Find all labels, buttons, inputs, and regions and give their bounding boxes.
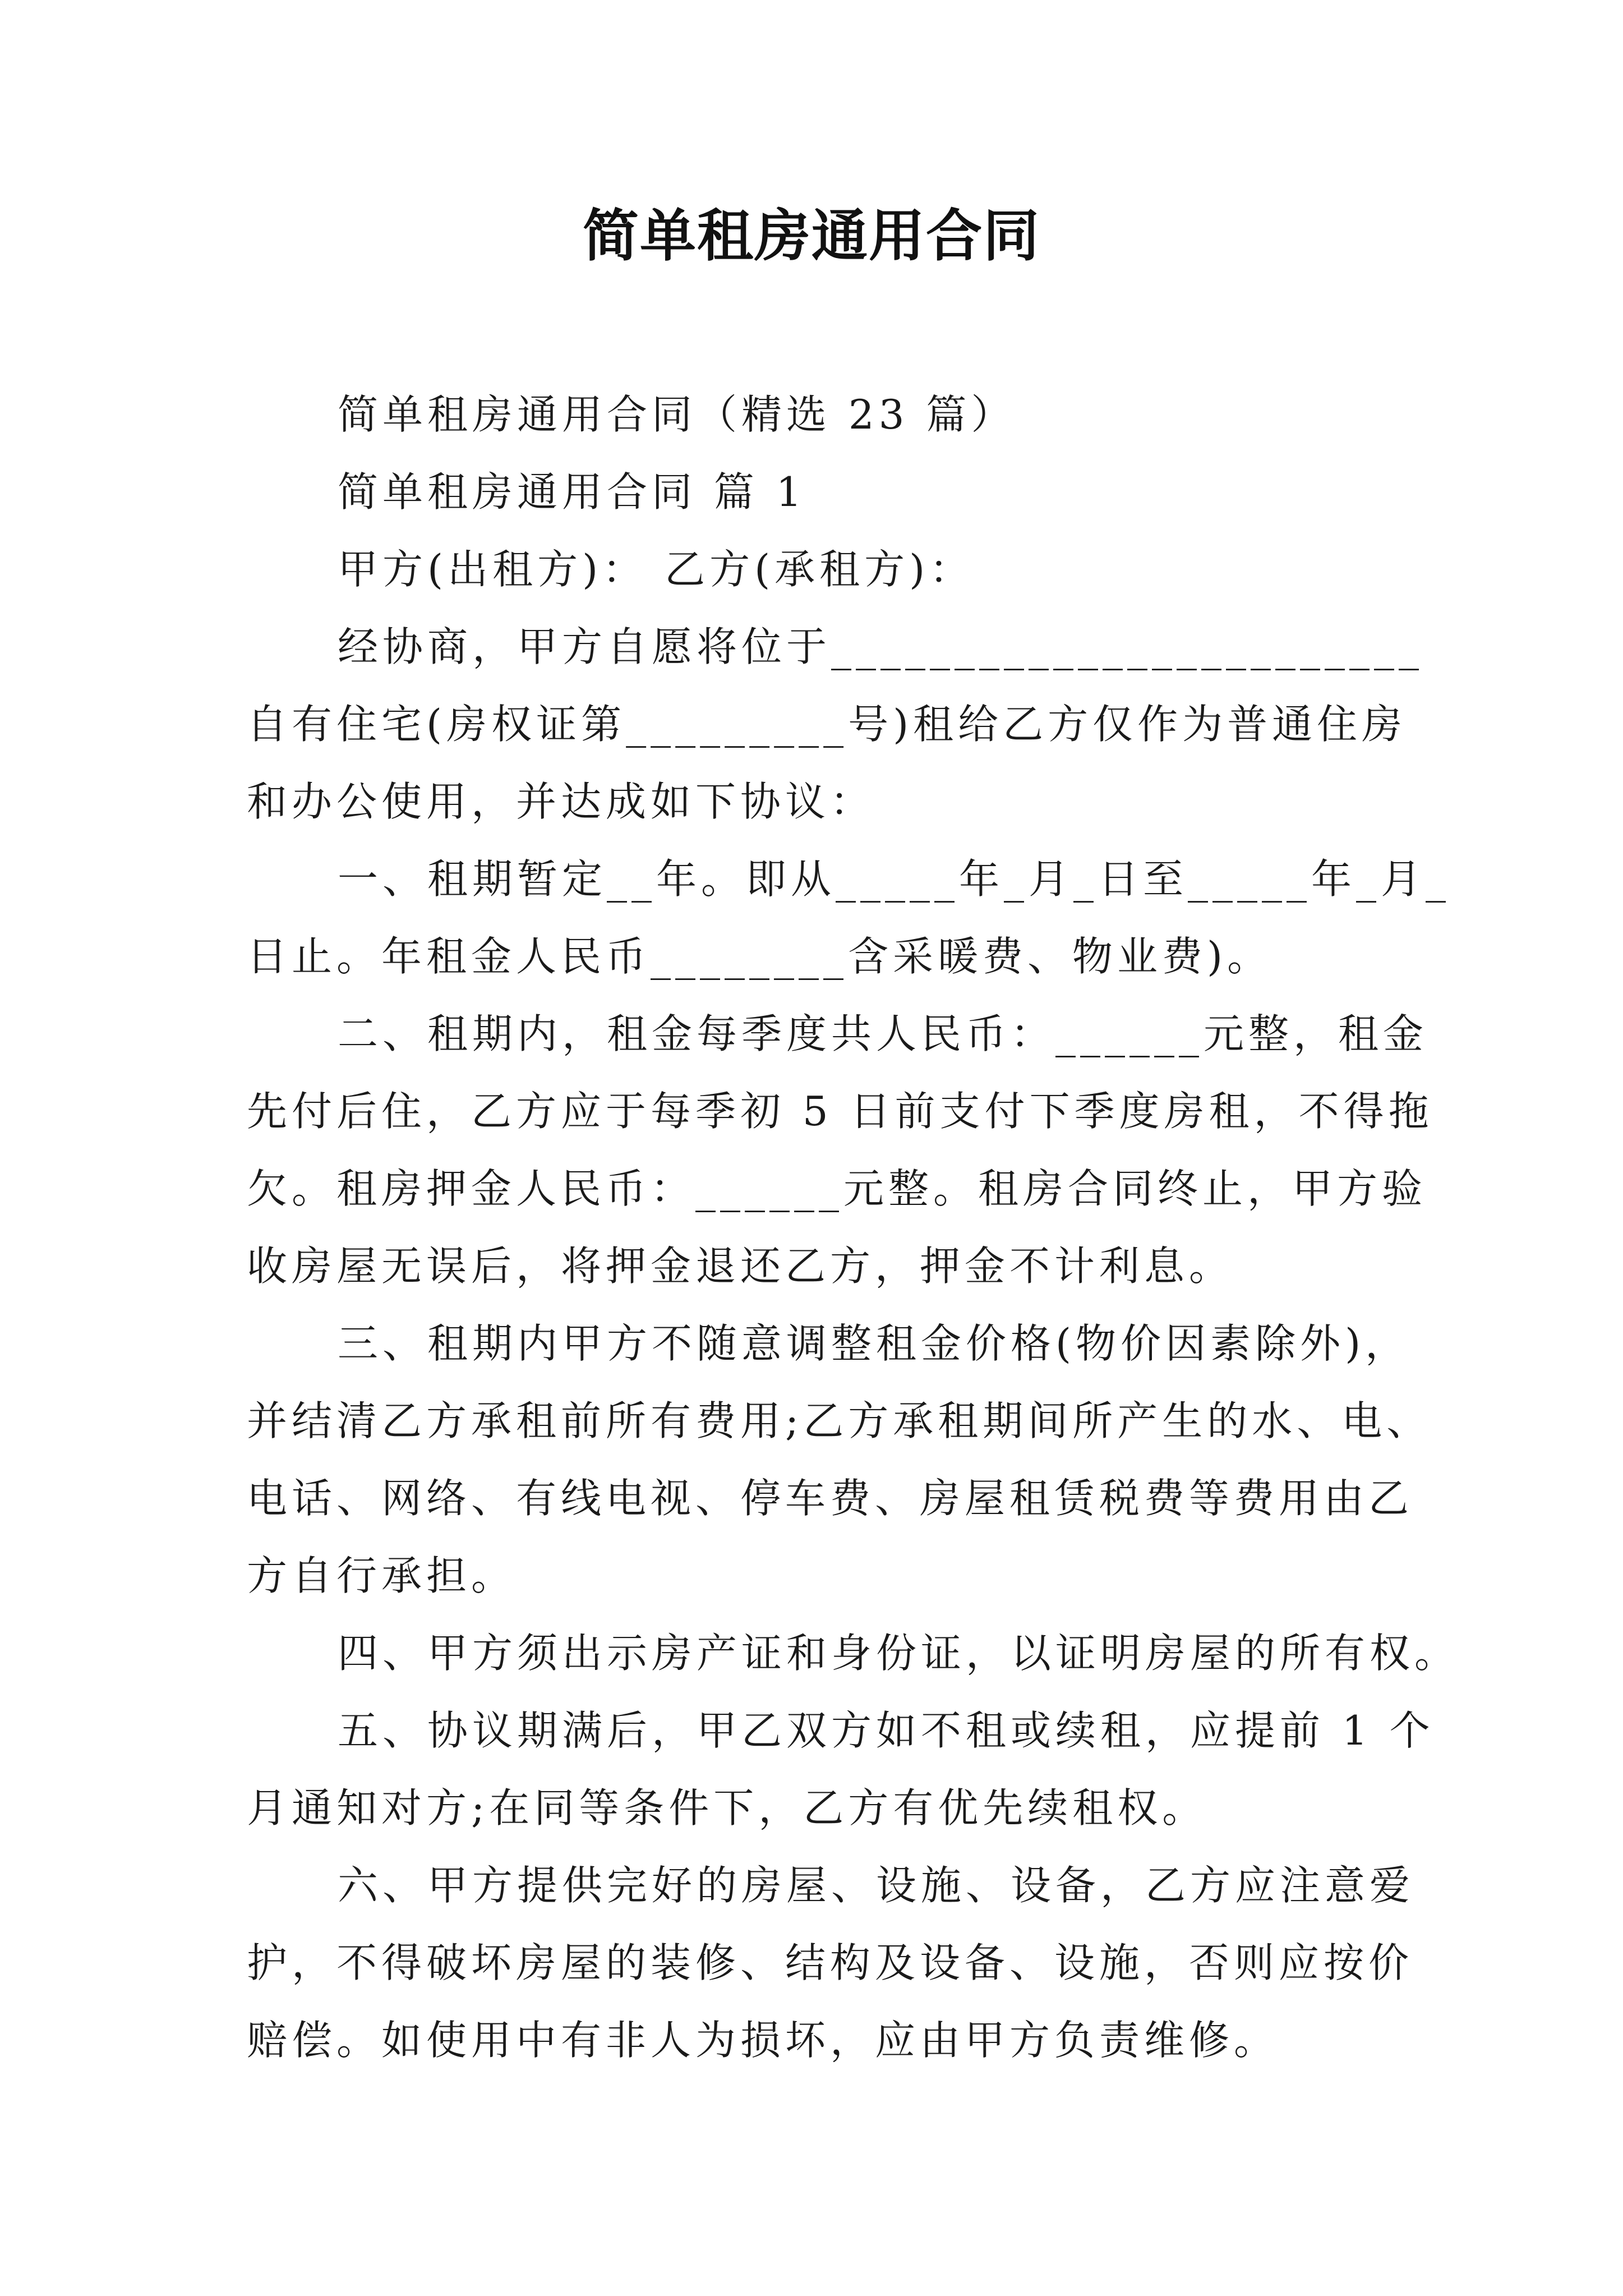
document-line: 先付后住，乙方应于每季初 5 日前支付下季度房租，不得拖 bbox=[247, 1088, 1433, 1135]
document-line: 月通知对方;在同等条件下，乙方有优先续租权。 bbox=[247, 1784, 1207, 1832]
document-line: 五、协议期满后，甲乙双方如不租或续租，应提前 1 个 bbox=[338, 1707, 1435, 1754]
document-line: 三、租期内甲方不随意调整租金价格(物价因素除外)， bbox=[338, 1320, 1410, 1367]
document-line: 自有住宅(房权证第_________号)租给乙方仅作为普通住房 bbox=[247, 701, 1407, 748]
document-line: 赔偿。如使用中有非人为损坏，应由甲方负责维修。 bbox=[247, 2017, 1279, 2064]
document-line: 简单租房通用合同（精选 23 篇） bbox=[338, 391, 1016, 438]
document-line: 电话、网络、有线电视、停车费、房屋租赁税费等费用由乙 bbox=[247, 1475, 1414, 1522]
document-body bbox=[247, 376, 1460, 2079]
document-title: 简单租房通用合同 bbox=[583, 203, 1040, 269]
document-line: 方自行承担。 bbox=[247, 1552, 517, 1599]
document-line: 日止。年租金人民币________含采暖费、物业费)。 bbox=[247, 933, 1272, 980]
document-line: 六、甲方提供完好的房屋、设施、设备，乙方应注意爱 bbox=[338, 1862, 1415, 1909]
document-line: 二、租期内，租金每季度共人民币：______元整，租金 bbox=[338, 1010, 1428, 1057]
document-line: 甲方(出租方)： 乙方(承租方)： bbox=[338, 546, 975, 593]
document-line: 收房屋无误后，将押金退还乙方，押金不计利息。 bbox=[247, 1243, 1234, 1290]
document-line: 四、甲方须出示房产证和身份证，以证明房屋的所有权。 bbox=[338, 1630, 1460, 1677]
document-line: 简单租房通用合同 篇 1 bbox=[338, 468, 806, 516]
document-line: 一、租期暂定__年。即从_____年_月_日至_____年_月_ bbox=[338, 855, 1451, 903]
document-line: 经协商，甲方自愿将位于________________________ bbox=[338, 623, 1424, 670]
document-line: 欠。租房押金人民币：______元整。租房合同终止，甲方验 bbox=[247, 1165, 1427, 1212]
document-line: 并结清乙方承租前所有费用;乙方承租期间所产生的水、电、 bbox=[247, 1397, 1432, 1444]
document-line: 和办公使用，并达成如下协议： bbox=[247, 778, 875, 825]
document-line: 护，不得破坏房屋的装修、结构及设备、设施，否则应按价 bbox=[247, 1939, 1414, 1986]
